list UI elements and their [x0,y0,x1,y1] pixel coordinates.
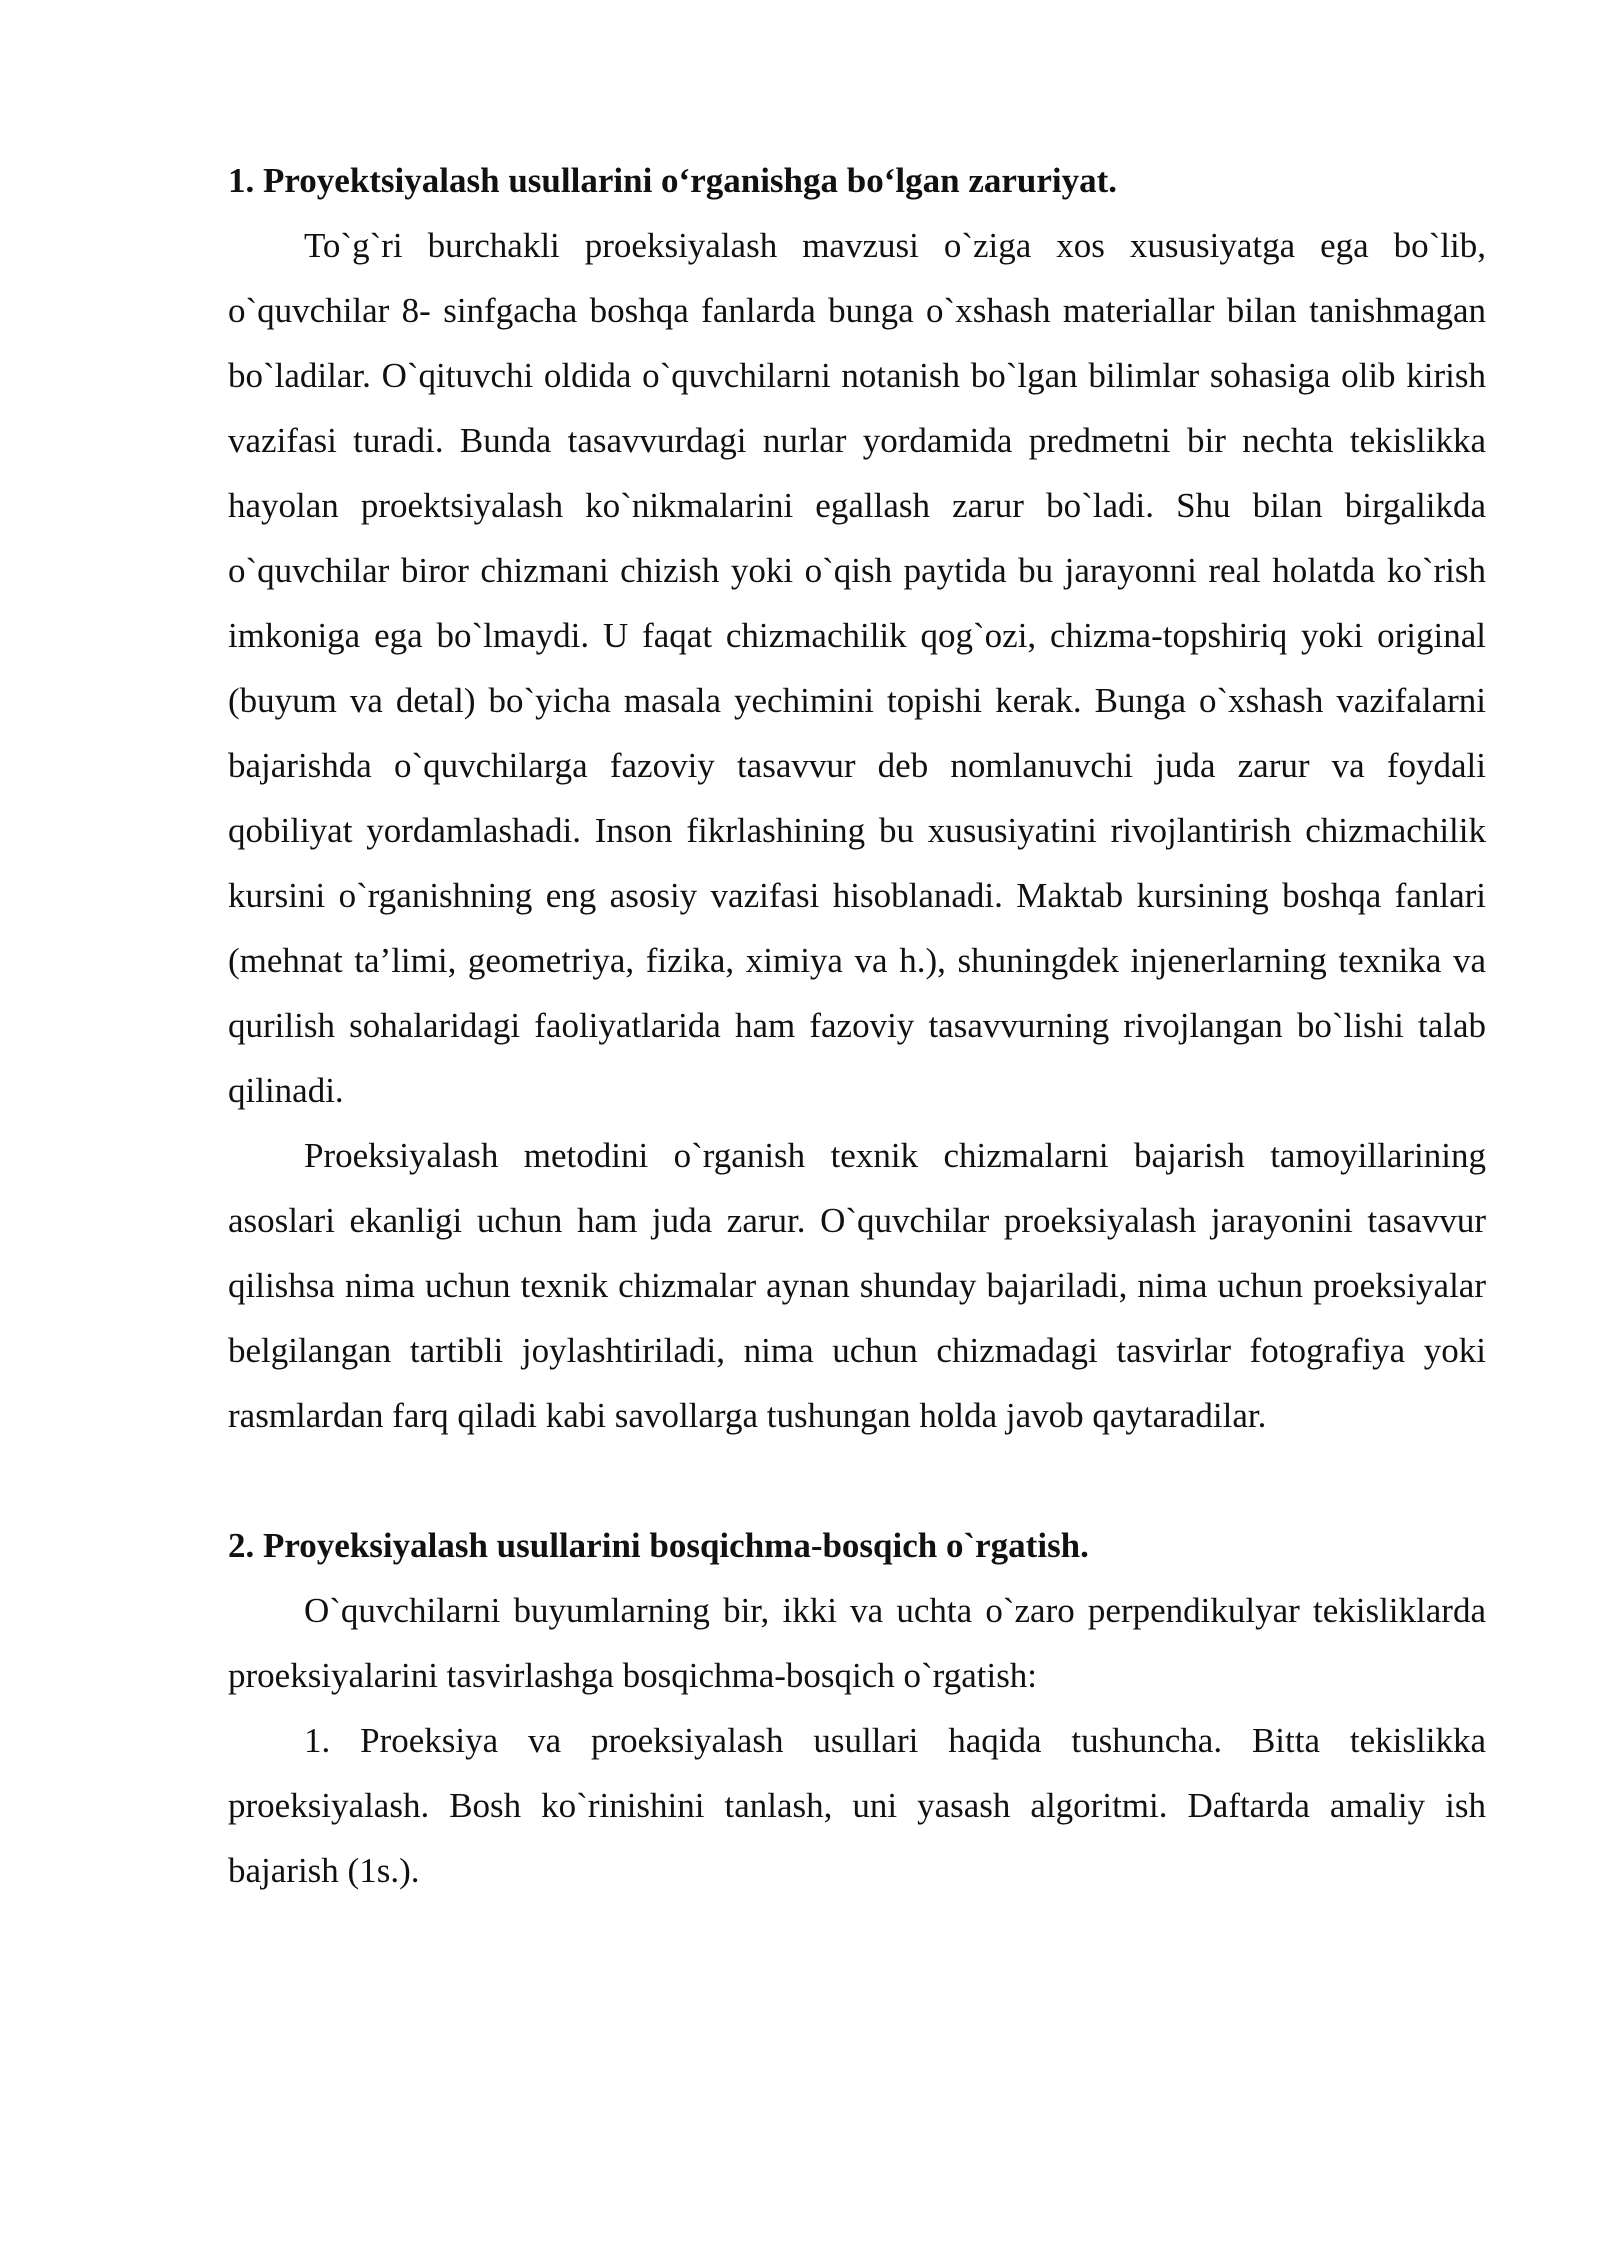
section-2-list-item-1: 1. Proeksiya va proeksiyalash usullari haqida tushuncha. Bitta tekislikka proeksiyalash. Bosh ko`rinishini tanlash, uni yasash algoritmi. Daftarda amaliy ish bajarish (1s.). [228,1721,1486,1890]
section-2-paragraph-1: O`quvchilarni buyumlarning bir, ikki va uchta o`zaro perpendikulyar tekisliklarda proeksiyalarini tasvirlashga bosqichma-bosqich o`rgatish: [228,1591,1486,1695]
document-page [228,148,1486,1903]
section-spacer [228,1448,1486,1513]
section-2-heading: 2. Proyeksiyalash usullarini bosqichma-bosqich o`rgatish. [228,1526,1089,1565]
section-1-paragraph-1: To`g`ri burchakli proeksiyalash mavzusi o`ziga xos xususiyatga ega bo`lib, o`quvchilar 8- sinfgacha boshqa fanlarda bunga o`xshash materiallar bilan tanishmagan bo`ladilar. O`qituvchi oldida o`quvchilarni notanish bo`lgan bilimlar sohasiga olib kirish vazifasi turadi. Bunda tasavvurdagi nurlar yordamida predmetni bir nechta tekislikka hayolan proektsiyalash ko`nikmalarini egallash zarur bo`ladi. Shu bilan birgalikda o`quvchilar biror chizmani chizish yoki o`qish paytida bu jarayonni real holatda ko`rish imkoniga ega bo`lmaydi. U faqat chizmachilik qog`ozi, chizma-topshiriq yoki original (buyum va detal) bo`yicha masala yechimini topishi kerak. Bunga o`xshash vazifalarni bajarishda o`quvchilarga fazoviy tasavvur deb nomlanuvchi juda zarur va foydali qobiliyat yordamlashadi. Inson fikrlashining bu xususiyatini rivojlantirish chizmachilik kursini o`rganishning eng asosiy vazifasi hisoblanadi. Maktab kursining boshqa fanlari (mehnat ta’limi, geometriya, fizika, ximiya va h.), shuningdek injenerlarning texnika va qurilish sohalaridagi faoliyatlarida ham fazoviy tasavvurning rivojlangan bo`lishi talab qilinadi. [228,226,1486,1110]
section-1-heading: 1. Proyektsiyalash usullarini o‘rganishga bo‘lgan zaruriyat. [228,161,1118,200]
section-1-paragraph-2: Proeksiyalash metodini o`rganish texnik chizmalarni bajarish tamoyillarining asoslari ekanligi uchun ham juda zarur. O`quvchilar proeksiyalash jarayonini tasavvur qilishsa nima uchun texnik chizmalar aynan shunday bajariladi, nima uchun proeksiyalar belgilangan tartibli joylashtiriladi, nima uchun chizmadagi tasvirlar fotografiya yoki rasmlardan farq qiladi kabi savollarga tushungan holda javob qaytaradilar. [228,1136,1486,1435]
